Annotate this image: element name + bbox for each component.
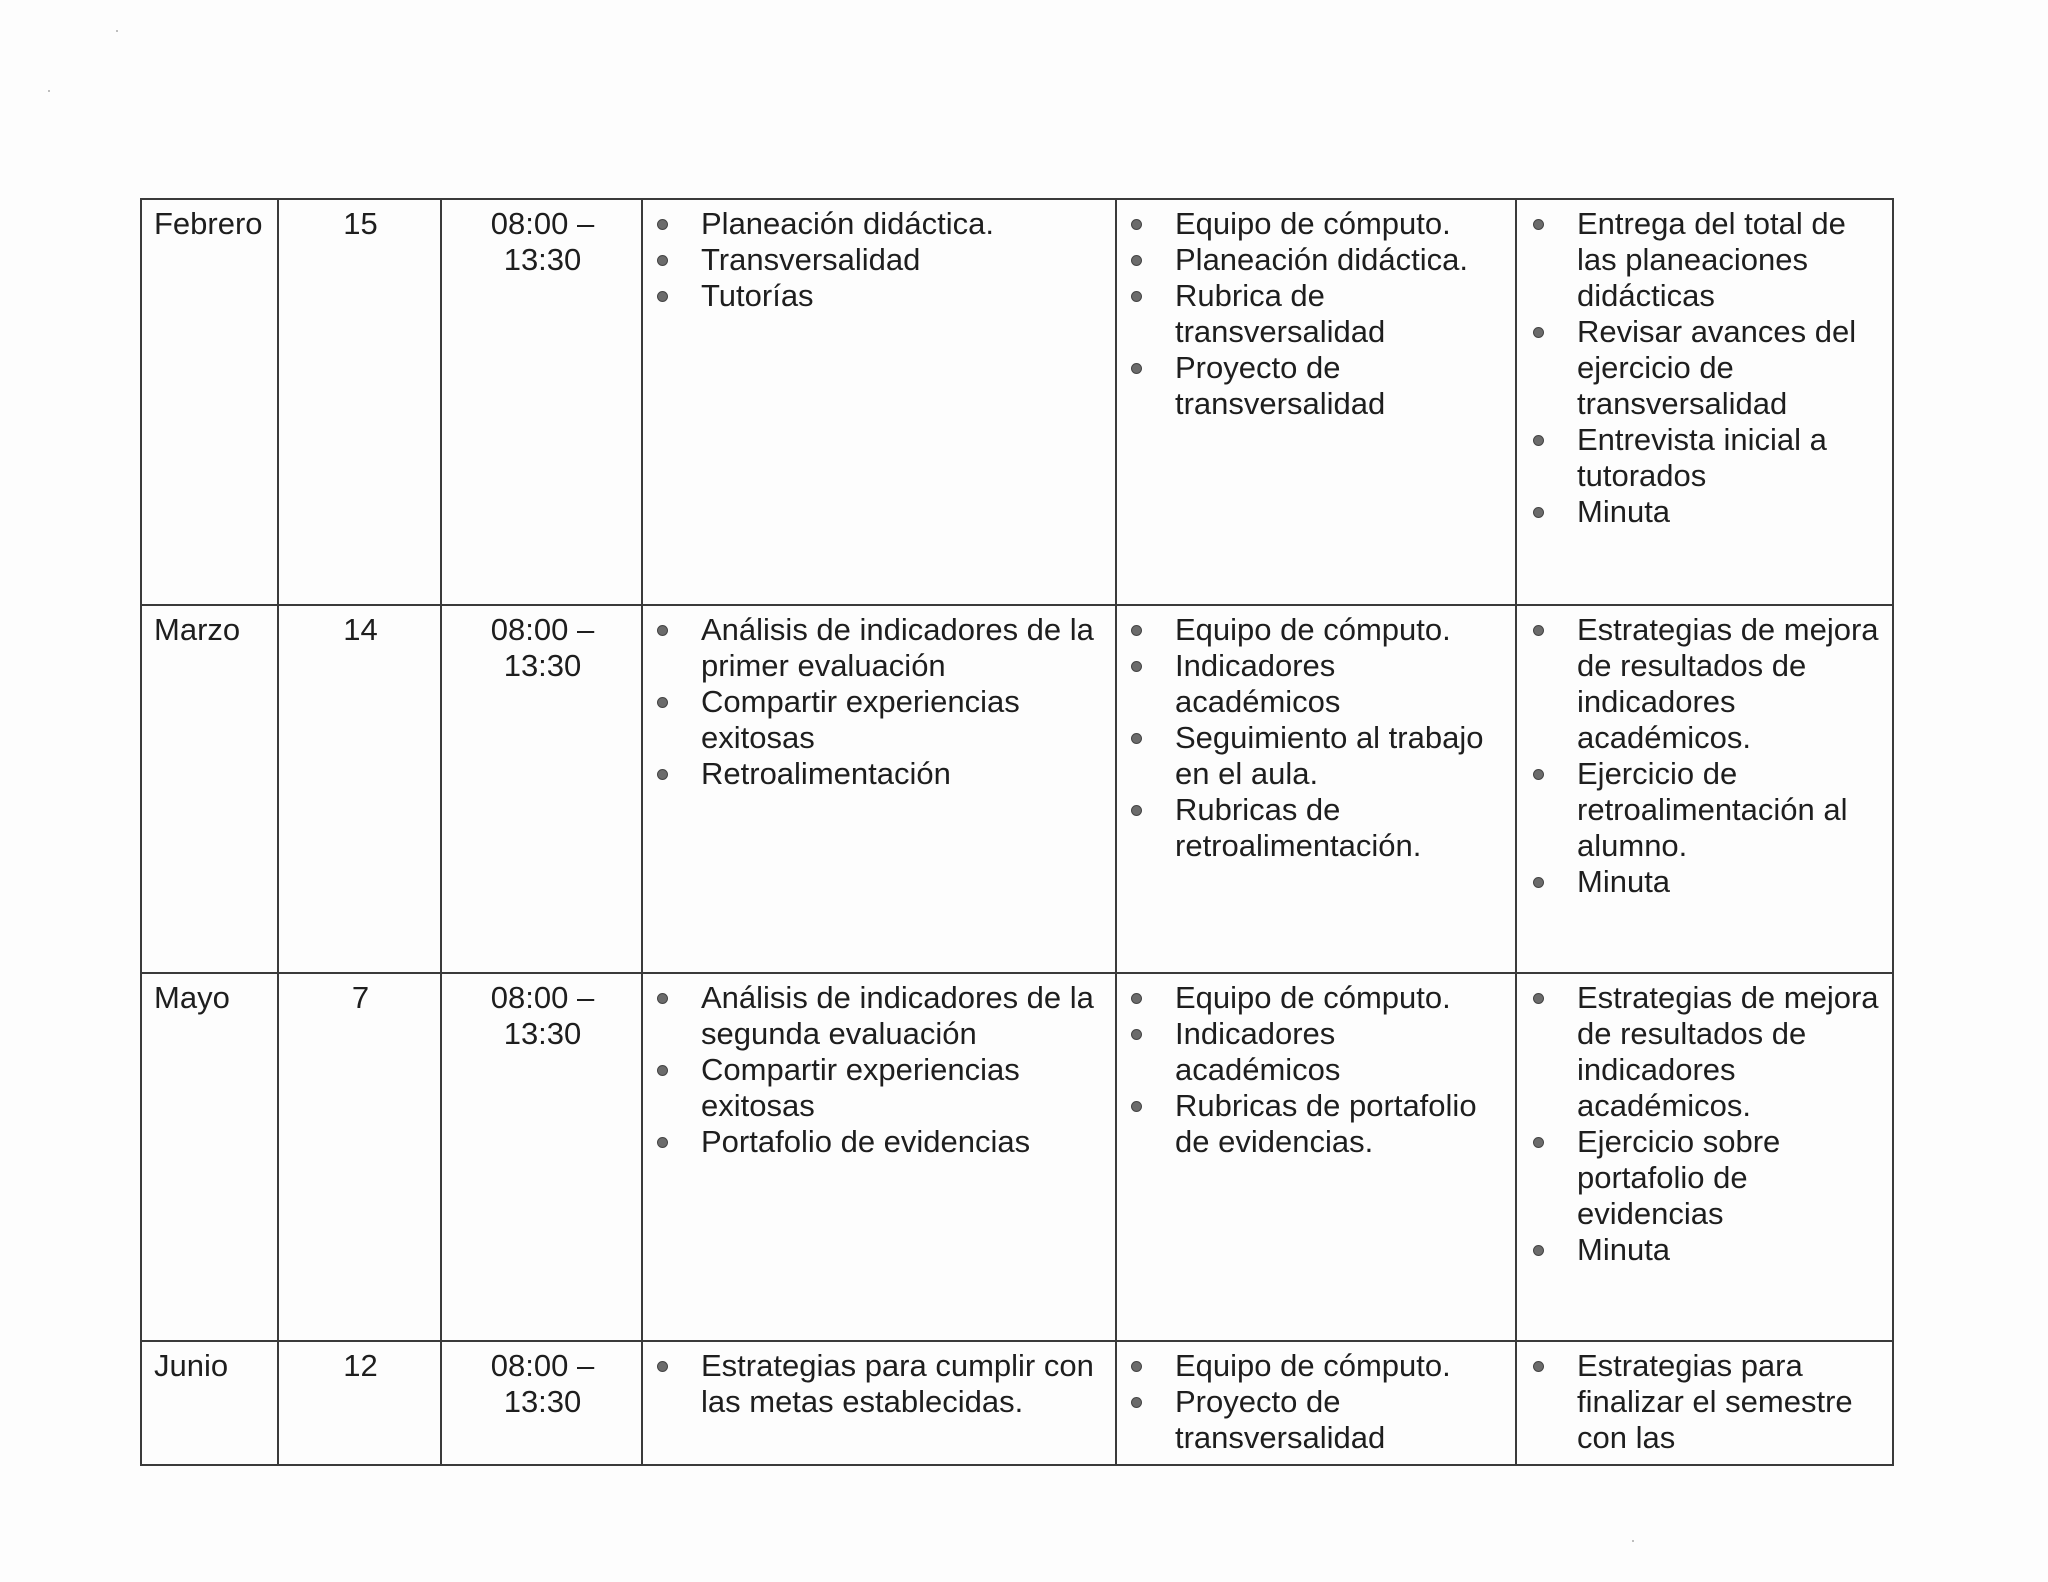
bullet-icon	[1131, 291, 1142, 302]
list-item-text: Entrega del total de las planeaciones didácticas	[1577, 206, 1846, 313]
schedule-table-body	[141, 199, 1893, 1465]
list-item	[1577, 422, 1882, 494]
products-cell	[1516, 973, 1893, 1341]
day-cell-text: 7	[351, 980, 370, 1015]
list-item	[1577, 756, 1882, 864]
table-row	[141, 605, 1893, 973]
time-start: 08:00 –	[490, 980, 595, 1015]
list-item-text: Retroalimentación	[701, 756, 951, 791]
topics-cell	[642, 973, 1116, 1341]
month-cell-text: Mayo	[154, 980, 230, 1015]
list-item	[1175, 1384, 1505, 1456]
list-item-text: Estrategias de mejora de resultados de indicadores académicos.	[1577, 612, 1879, 755]
list-item	[1175, 980, 1505, 1016]
list-item-text: Entrevista inicial a tutorados	[1577, 422, 1827, 493]
resources-cell	[1116, 605, 1516, 973]
time-end: 13:30	[503, 1016, 582, 1051]
products-cell	[1516, 605, 1893, 973]
day-cell	[278, 199, 441, 605]
bullet-icon	[1131, 1361, 1142, 1372]
bullet-icon	[1533, 993, 1544, 1004]
list-item-text: Ejercicio de retroalimentación al alumno.	[1577, 756, 1848, 863]
day-cell	[278, 605, 441, 973]
list-item-text: Compartir experiencias exitosas	[701, 1052, 1020, 1123]
bullet-icon	[1131, 733, 1142, 744]
list-item	[701, 1348, 1105, 1420]
bullet-icon	[1533, 507, 1544, 518]
bullet-icon	[657, 993, 668, 1004]
list-item-text: Rubricas de portafolio de evidencias.	[1175, 1088, 1477, 1159]
time-cell	[441, 605, 642, 973]
bullet-icon	[657, 219, 668, 230]
list-item	[701, 1124, 1105, 1160]
month-cell	[141, 973, 278, 1341]
topics-cell-list	[701, 612, 1105, 792]
list-item-text: Estrategias para cumplir con las metas establecidas.	[701, 1348, 1094, 1419]
bullet-icon	[1533, 877, 1544, 888]
time-start: 08:00 –	[490, 612, 595, 647]
topics-cell-list	[701, 1348, 1105, 1420]
month-cell-text: Junio	[154, 1348, 229, 1383]
resources-cell	[1116, 973, 1516, 1341]
list-item	[701, 684, 1105, 756]
list-item-text: Portafolio de evidencias	[701, 1124, 1031, 1159]
list-item-text: Equipo de cómputo.	[1175, 612, 1451, 647]
resources-cell-list	[1175, 1348, 1505, 1456]
list-item	[1577, 206, 1882, 314]
bullet-icon	[1131, 993, 1142, 1004]
list-item	[1577, 1124, 1882, 1232]
list-item	[1577, 864, 1882, 900]
list-item-text: Planeación didáctica.	[701, 206, 994, 241]
list-item-text: Planeación didáctica.	[1175, 242, 1468, 277]
bullet-icon	[657, 625, 668, 636]
scan-speck	[1632, 1540, 1634, 1542]
bullet-icon	[1533, 435, 1544, 446]
list-item-text: Tutorías	[701, 278, 814, 313]
list-item	[1175, 242, 1505, 278]
list-item-text: Equipo de cómputo.	[1175, 1348, 1451, 1383]
bullet-icon	[1131, 805, 1142, 816]
list-item	[1175, 350, 1505, 422]
bullet-icon	[1131, 1101, 1142, 1112]
day-cell	[278, 1341, 441, 1465]
scan-speck	[116, 30, 118, 32]
month-cell-text: Marzo	[154, 612, 241, 647]
list-item	[701, 242, 1105, 278]
products-cell	[1516, 199, 1893, 605]
list-item	[1175, 612, 1505, 648]
topics-cell-list	[701, 980, 1105, 1160]
table-row	[141, 199, 1893, 605]
bullet-icon	[1533, 625, 1544, 636]
resources-cell-list	[1175, 980, 1505, 1160]
list-item-text: Ejercicio sobre portafolio de evidencias	[1577, 1124, 1781, 1231]
list-item-text: Proyecto de transversalidad	[1175, 350, 1386, 421]
bullet-icon	[1131, 363, 1142, 374]
list-item	[1577, 1348, 1882, 1456]
list-item-text: Rubricas de retroalimentación.	[1175, 792, 1422, 863]
table-row	[141, 1341, 1893, 1465]
products-cell-list	[1577, 1348, 1882, 1456]
list-item	[1175, 1088, 1505, 1160]
list-item	[1175, 720, 1505, 792]
bullet-icon	[1131, 219, 1142, 230]
list-item	[1175, 792, 1505, 864]
list-item-text: Seguimiento al trabajo en el aula.	[1175, 720, 1484, 791]
bullet-icon	[1533, 1137, 1544, 1148]
list-item-text: Minuta	[1577, 864, 1671, 899]
list-item-text: Transversalidad	[701, 242, 921, 277]
table-row	[141, 973, 1893, 1341]
time-cell	[441, 199, 642, 605]
bullet-icon	[1131, 1397, 1142, 1408]
list-item-text: Estrategias para finalizar el semestre con las	[1577, 1348, 1853, 1455]
list-item	[1577, 1232, 1882, 1268]
list-item-text: Equipo de cómputo.	[1175, 980, 1451, 1015]
list-item	[1175, 1016, 1505, 1088]
list-item-text: Proyecto de transversalidad	[1175, 1384, 1386, 1455]
list-item	[1175, 278, 1505, 350]
bullet-icon	[1533, 1361, 1544, 1372]
products-cell	[1516, 1341, 1893, 1465]
month-cell	[141, 199, 278, 605]
bullet-icon	[657, 697, 668, 708]
bullet-icon	[1131, 661, 1142, 672]
products-cell-list	[1577, 612, 1882, 900]
time-end: 13:30	[503, 242, 582, 277]
resources-cell	[1116, 1341, 1516, 1465]
scan-speck	[48, 90, 50, 92]
list-item	[701, 1052, 1105, 1124]
bullet-icon	[657, 291, 668, 302]
products-cell-list	[1577, 980, 1882, 1268]
list-item	[701, 612, 1105, 684]
list-item-text: Análisis de indicadores de la segunda evaluación	[701, 980, 1094, 1051]
bullet-icon	[657, 255, 668, 266]
list-item-text: Análisis de indicadores de la primer evaluación	[701, 612, 1094, 683]
list-item-text: Compartir experiencias exitosas	[701, 684, 1020, 755]
topics-cell-list	[701, 206, 1105, 314]
list-item-text: Minuta	[1577, 494, 1671, 529]
resources-cell-list	[1175, 612, 1505, 864]
bullet-icon	[1131, 255, 1142, 266]
list-item-text: Indicadores académicos	[1175, 1016, 1341, 1087]
list-item	[1175, 1348, 1505, 1384]
bullet-icon	[657, 1137, 668, 1148]
bullet-icon	[657, 769, 668, 780]
list-item-text: Revisar avances del ejercicio de transversalidad	[1577, 314, 1857, 421]
time-end: 13:30	[503, 648, 582, 683]
time-end: 13:30	[503, 1384, 582, 1419]
products-cell-list	[1577, 206, 1882, 530]
list-item	[701, 206, 1105, 242]
list-item	[1577, 494, 1882, 530]
list-item-text: Indicadores académicos	[1175, 648, 1341, 719]
bullet-icon	[1533, 769, 1544, 780]
list-item	[1577, 980, 1882, 1124]
bullet-icon	[657, 1065, 668, 1076]
day-cell-text: 12	[343, 1348, 378, 1383]
day-cell-text: 14	[343, 612, 378, 647]
list-item-text: Minuta	[1577, 1232, 1671, 1267]
day-cell-text: 15	[343, 206, 378, 241]
topics-cell	[642, 1341, 1116, 1465]
bullet-icon	[1131, 1029, 1142, 1040]
month-cell	[141, 1341, 278, 1465]
list-item-text: Equipo de cómputo.	[1175, 206, 1451, 241]
list-item	[1577, 612, 1882, 756]
topics-cell	[642, 199, 1116, 605]
resources-cell-list	[1175, 206, 1505, 422]
list-item	[1175, 648, 1505, 720]
list-item-text: Rubrica de transversalidad	[1175, 278, 1386, 349]
time-start: 08:00 –	[490, 1348, 595, 1383]
bullet-icon	[1533, 219, 1544, 230]
list-item-text: Estrategias de mejora de resultados de indicadores académicos.	[1577, 980, 1879, 1123]
day-cell	[278, 973, 441, 1341]
topics-cell	[642, 605, 1116, 973]
list-item	[1175, 206, 1505, 242]
month-cell-text: Febrero	[154, 206, 263, 241]
time-cell	[441, 1341, 642, 1465]
list-item	[1577, 314, 1882, 422]
bullet-icon	[1131, 625, 1142, 636]
bullet-icon	[1533, 1245, 1544, 1256]
resources-cell	[1116, 199, 1516, 605]
bullet-icon	[1533, 327, 1544, 338]
bullet-icon	[657, 1361, 668, 1372]
time-start: 08:00 –	[490, 206, 595, 241]
list-item	[701, 980, 1105, 1052]
list-item	[701, 278, 1105, 314]
time-cell	[441, 973, 642, 1341]
schedule-table	[140, 198, 1894, 1466]
list-item	[701, 756, 1105, 792]
month-cell	[141, 605, 278, 973]
